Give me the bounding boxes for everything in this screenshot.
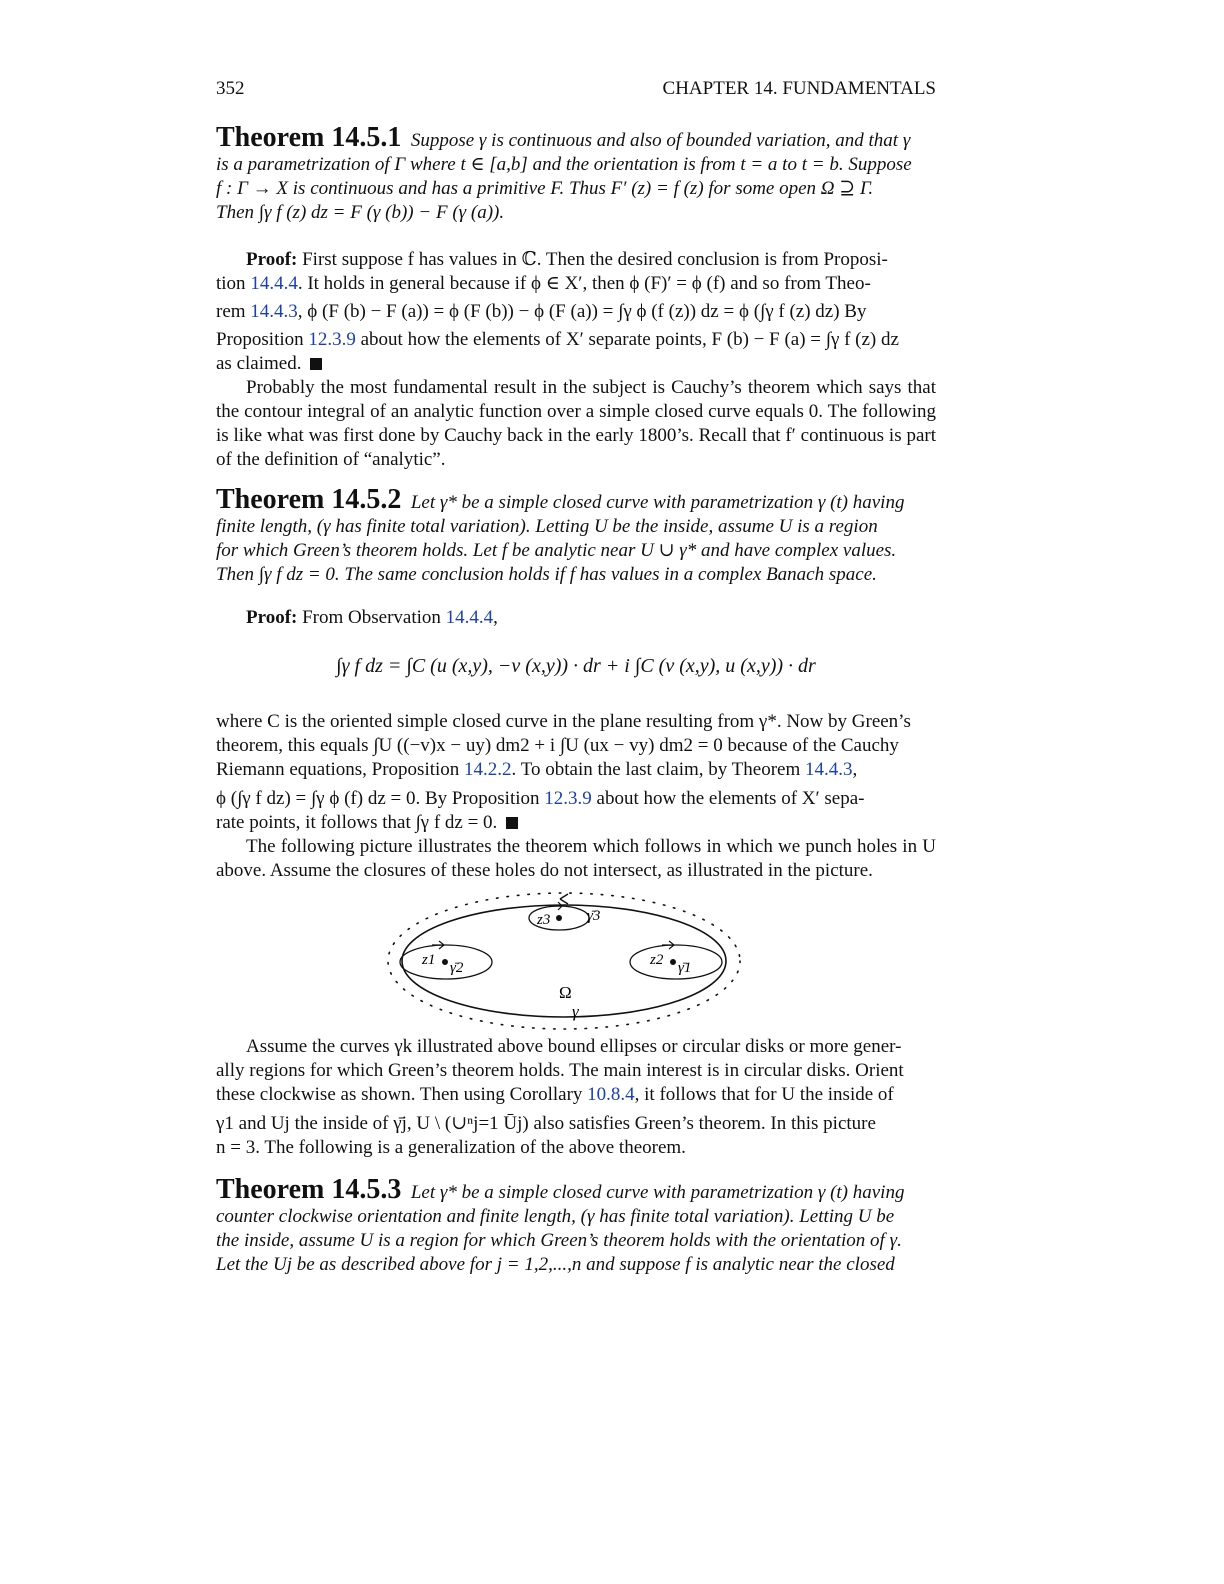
proof-text: From Observation [297, 607, 446, 628]
paragraph-line: Assume the curves γk illustrated above bound ellipses or circular disks or more gener- [246, 1036, 902, 1057]
ref-link[interactable]: 12.3.9 [544, 788, 592, 809]
holes-figure [384, 886, 744, 1036]
proof-text: Proposition [216, 329, 309, 350]
proof-label: Proof: [246, 249, 298, 270]
z1-point [442, 959, 448, 965]
chapter-title: CHAPTER 14. FUNDAMENTALS [662, 78, 936, 99]
theorem-line: Let γ* be a simple closed curve with parametrization γ (t) having [410, 1182, 905, 1203]
ref-link[interactable]: 14.4.4 [445, 607, 494, 628]
z2-point [670, 959, 676, 965]
theorem-line: Then ∫γ f dz = 0. The same conclusion holds if f has values in a complex Banach space. [216, 564, 877, 585]
gamma3-arrow-icon [554, 902, 562, 910]
paragraph-line: γ1 and Uj the inside of γ̄j, U \ (∪ⁿj=1 Ūj) also satisfies Green’s theorem. In this picture [216, 1113, 876, 1134]
ref-link[interactable]: 14.2.2 [464, 759, 512, 780]
proof-text: , [493, 607, 498, 628]
proof-2 [216, 606, 936, 630]
paragraph: Probably the most fundamental result in the subject is Cauchy’s theorem which says that the contour integral of an analytic function over a simple closed curve equals 0. The following is like what was first done by Cauchy back in the early 1800’s. Recall that f′ continuous is part of the definition of “analytic”. [216, 377, 936, 470]
ref-link[interactable]: 10.8.4 [587, 1084, 635, 1105]
proof-text: First suppose f has values in ℂ. Then the desired conclusion is from Proposi- [297, 249, 888, 270]
proof-text: about how the elements of X′ sepa- [591, 788, 865, 809]
proof-text: , ϕ (F (b) − F (a)) = ϕ (F (b)) − ϕ (F (a)) = ∫γ ϕ (f (z)) dz = ϕ (∫γ f (z) dz) By [297, 301, 867, 322]
theorem-line: finite length, (γ has finite total variation). Letting U be the inside, assume U is a region [216, 516, 878, 537]
theorem-line: counter clockwise orientation and finite length, (γ has finite total variation). Letting U be [216, 1206, 895, 1227]
omega-label: Ω [559, 983, 572, 1002]
theorem-line: f : Γ → X is continuous and has a primitive F. Thus F′ (z) = f (z) for some open Ω ⊇ Γ. [216, 178, 874, 199]
z3-point [556, 915, 562, 921]
theorem-title: Theorem 14.5.2 [216, 484, 402, 515]
paragraph-line: these clockwise as shown. Then using Corollary [216, 1084, 588, 1105]
theorem-line: Let γ* be a simple closed curve with parametrization γ (t) having [410, 492, 905, 513]
proof-text: rem [216, 301, 251, 322]
theorem-line: Let the Uj be as described above for j = 1,2,...,n and suppose f is analytic near the closed [216, 1254, 895, 1275]
theorem-title: Theorem 14.5.1 [216, 122, 402, 153]
proof-text: , [852, 759, 858, 780]
page-number: 352 [216, 78, 245, 99]
display-equation: ∫γ f dz = ∫C (u (x,y), −v (x,y)) · dr + i ∫C (v (x,y), u (x,y)) · dr [336, 655, 816, 677]
proof-text: . It holds in general because if ϕ ∈ X′, then ϕ (F)′ = ϕ (f) and so from Theo- [297, 273, 871, 294]
theorem-title: Theorem 14.5.3 [216, 1174, 402, 1205]
theorem-line: the inside, assume U is a region for which Green’s theorem holds with the orientation of γ. [216, 1230, 902, 1251]
gamma2-arrow-icon [432, 941, 444, 949]
proof-text: as claimed. [216, 353, 302, 374]
ref-link[interactable]: 14.4.3 [805, 759, 853, 780]
proof-text: tion [216, 273, 251, 294]
paragraph-line: , it follows that for U the inside of [634, 1084, 894, 1105]
gamma1-label: γ̄1 [678, 960, 692, 976]
gamma1-arrow-icon [662, 941, 674, 949]
proof-text: theorem, this equals ∫U ((−v)x − uy) dm2 + i ∫U (ux − vy) dm2 = 0 because of the Cauchy [216, 735, 899, 756]
theorem-line: is a parametrization of Γ where t ∈ [a,b] and the orientation is from t = a to t = b. Suppose [216, 154, 912, 175]
gamma2-label: γ̄2 [450, 960, 464, 976]
proof-text: about how the elements of X′ separate points, F (b) − F (a) = ∫γ f (z) dz [355, 329, 899, 350]
gamma-arrow-icon [560, 894, 568, 904]
theorem-line: Then ∫γ f (z) dz = F (γ (b)) − F (γ (a)). [216, 202, 505, 223]
paragraph-3 [216, 1035, 936, 1160]
proof-text: . To obtain the last claim, by Theorem [511, 759, 806, 780]
gamma3-label: γ̄3 [587, 908, 601, 924]
proof-text: rate points, it follows that ∫γ f dz = 0. [216, 812, 498, 833]
proof-text: Riemann equations, Proposition [216, 759, 465, 780]
paragraph: The following picture illustrates the theorem which follows in which we punch holes in U above. Assume the closures of these holes do not intersect, as illustrated in the picture. [216, 836, 936, 881]
proof-2-continued [216, 710, 936, 883]
theorem-14-5-2 [216, 484, 936, 587]
theorem-14-5-3 [216, 1174, 936, 1277]
proof-label: Proof: [246, 607, 298, 628]
z1-label: z1 [422, 952, 436, 968]
paragraph-line: n = 3. The following is a generalization of the above theorem. [216, 1137, 686, 1158]
gamma-label: γ [572, 1002, 579, 1021]
z3-label: z3 [537, 912, 551, 928]
proof-1 [216, 248, 936, 472]
paragraph-line: ally regions for which Green’s theorem holds. The main interest is in circular disks. Orient [216, 1060, 904, 1081]
theorem-line: for which Green’s theorem holds. Let f be analytic near U ∪ γ* and have complex values. [216, 540, 897, 561]
z2-label: z2 [650, 952, 664, 968]
theorem-line: Suppose γ is continuous and also of bounded variation, and that γ [410, 130, 911, 151]
proof-text: where C is the oriented simple closed curve in the plane resulting from γ*. Now by Green’s [216, 711, 911, 732]
ref-link[interactable]: 14.4.3 [250, 301, 298, 322]
ref-link[interactable]: 14.4.4 [250, 273, 298, 294]
qed-square-icon [506, 817, 518, 829]
ref-link[interactable]: 12.3.9 [308, 329, 356, 350]
qed-square-icon [310, 358, 322, 370]
theorem-14-5-1 [216, 122, 936, 225]
proof-text: ϕ (∫γ f dz) = ∫γ ϕ (f) dz = 0. By Proposition [216, 788, 545, 809]
